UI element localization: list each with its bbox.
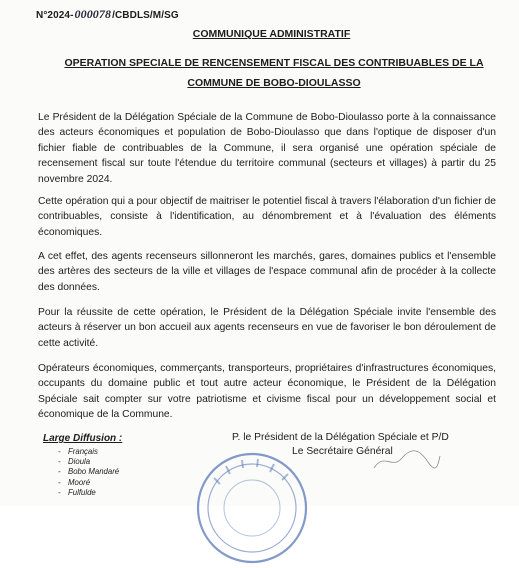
- reference-handwritten-number: 000078: [74, 7, 112, 21]
- communique-title: COMMUNIQUE ADMINISTRATIF: [192, 28, 351, 40]
- diffusion-language-item: - Fulfulde: [58, 488, 119, 498]
- diffusion-language-item: - Bobo Mandaré: [58, 467, 119, 477]
- diffusion-language-list: [58, 447, 119, 498]
- signature-scribble-icon: [372, 444, 442, 474]
- paragraph-intro: Le Président de la Délégation Spéciale de la Commune de Bobo-Dioulasso porte à la connaissance des acteurs économiques et population de Bobo-Dioulasso que dans l'optique de disposer d'un fichier fiable de contribuables de la Commune, il sera organisé une opération spéciale de recensement fiscal sur toute l'étendue du territoire communal (secteurs et villages) à partir du 25 novembre 2024.: [38, 112, 496, 185]
- signature-authority-line: P. le Président de la Délégation Spéciale et P/D: [232, 432, 449, 443]
- diffusion-language-item: - Mooré: [58, 478, 119, 488]
- operation-title: OPERATION SPECIALE DE RENCENSEMENT FISCAL DES CONTRIBUABLES DE LA COMMUNE DE BOBO-DIOULASSO: [64, 57, 484, 89]
- paragraph-call-to-action: Opérateurs économiques, commerçants, transporteurs, propriétaires d'infrastructures économiques, occupants du domaine public et tout autre acteur économique, le Président de la Délégation Spéciale sait compter sur votre patriotisme et civisme fiscal pour un développement social et économique de la Commune.: [38, 363, 496, 421]
- diffusion-label: Large Diffusion :: [43, 433, 123, 444]
- paragraph-reception: Pour la réussite de cette opération, le Président de la Délégation Spéciale invite l'ensemble des acteurs à réserver un bon accueil aux agents recenseurs en vue de favoriser le bon déroulement de cette activité.: [38, 307, 496, 349]
- reference-suffix: /CBDLS/M/SG: [112, 10, 179, 21]
- reference-prefix: N°2024-: [36, 10, 74, 21]
- paragraph-objective: Cette opération qui a pour objectif de maitriser le potentiel fiscal à travers l'élaboration d'un fichier de contribuables, consiste à l'identification, au dénombrement et à l'évaluation des éléments économiques.: [38, 196, 496, 238]
- reference-number: [36, 7, 179, 22]
- signature-title-line: Le Secrétaire Général: [292, 446, 393, 457]
- diffusion-language-item: - Dioula: [58, 457, 119, 467]
- official-stamp-icon: [192, 448, 312, 568]
- diffusion-language-item: - Français: [58, 447, 119, 457]
- paragraph-agents: A cet effet, des agents recenseurs sillonneront les marchés, gares, domaines publics et l'ensemble des artères des secteurs de la ville et villages de l'espace communal afin de procéder à la collecte des données.: [38, 251, 496, 293]
